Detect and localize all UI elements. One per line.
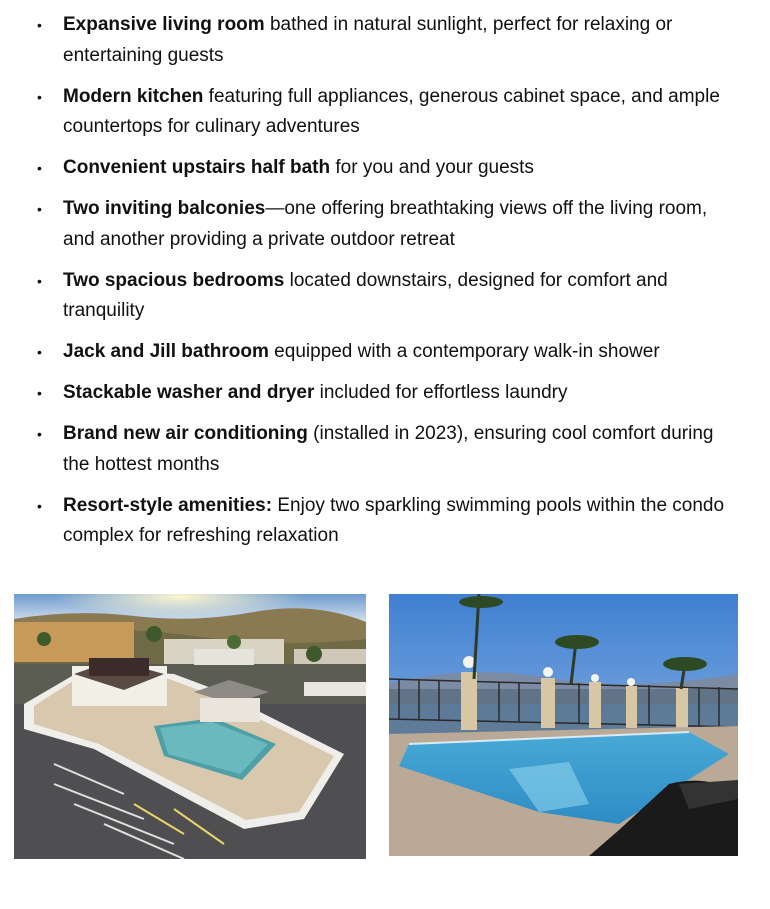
- list-item: [0, 337, 770, 368]
- bullet: •: [37, 426, 42, 442]
- bullet: •: [37, 497, 42, 514]
- list-item: [0, 266, 770, 327]
- feature-description: (installed in 2023), ensuring cool comfort during the hottest months: [63, 423, 714, 475]
- feature-description: located downstairs, designed for comfort and tranquility: [63, 269, 668, 321]
- list-item: [0, 10, 770, 71]
- feature-description: bathed in natural sunlight, perfect for relaxing or entertaining guests: [63, 14, 673, 66]
- aerial-pool-photo: [14, 594, 366, 859]
- feature-description: Enjoy two sparkling swimming pools within the condo complex for refreshing relaxation: [63, 494, 725, 546]
- list-item: [0, 194, 770, 255]
- list-item: [0, 153, 770, 184]
- feature-title: Stackable washer and dryer: [63, 382, 315, 403]
- feature-title: Jack and Jill bathroom: [63, 341, 269, 362]
- bullet: •: [37, 272, 42, 289]
- feature-description: included for effortless laundry: [314, 382, 568, 403]
- bullet: •: [37, 17, 42, 33]
- bullet: •: [37, 385, 42, 401]
- feature-title: Modern kitchen: [63, 85, 204, 107]
- list-item: [0, 419, 770, 480]
- bullet: •: [37, 344, 42, 360]
- feature-title: Two spacious bedrooms: [63, 269, 285, 291]
- feature-title: Two inviting balconies: [63, 198, 266, 219]
- feature-title: Resort-style amenities:: [63, 494, 273, 516]
- amenities-list: [0, 10, 770, 562]
- feature-title: Brand new air conditioning: [63, 423, 308, 444]
- feature-title: Convenient upstairs half bath: [63, 157, 331, 178]
- pool-illustration: [389, 594, 738, 856]
- list-item: [0, 378, 770, 409]
- bullet: •: [37, 201, 42, 217]
- feature-description: for you and your guests: [330, 157, 534, 178]
- feature-description: —one offering breathtaking views off the living room, and another providing a private outdoor retreat: [63, 198, 708, 250]
- list-item: [0, 82, 770, 143]
- feature-description: featuring full appliances, generous cabinet space, and ample countertops for culinary adventures: [63, 85, 720, 137]
- aerial-pool-illustration: [14, 594, 366, 859]
- bullet: •: [37, 88, 42, 105]
- list-item: [0, 491, 770, 552]
- pool-balcony-photo: [389, 594, 738, 856]
- feature-title: Expansive living room: [63, 14, 265, 35]
- bullet: •: [37, 160, 42, 176]
- feature-description: equipped with a contemporary walk-in shower: [268, 341, 660, 362]
